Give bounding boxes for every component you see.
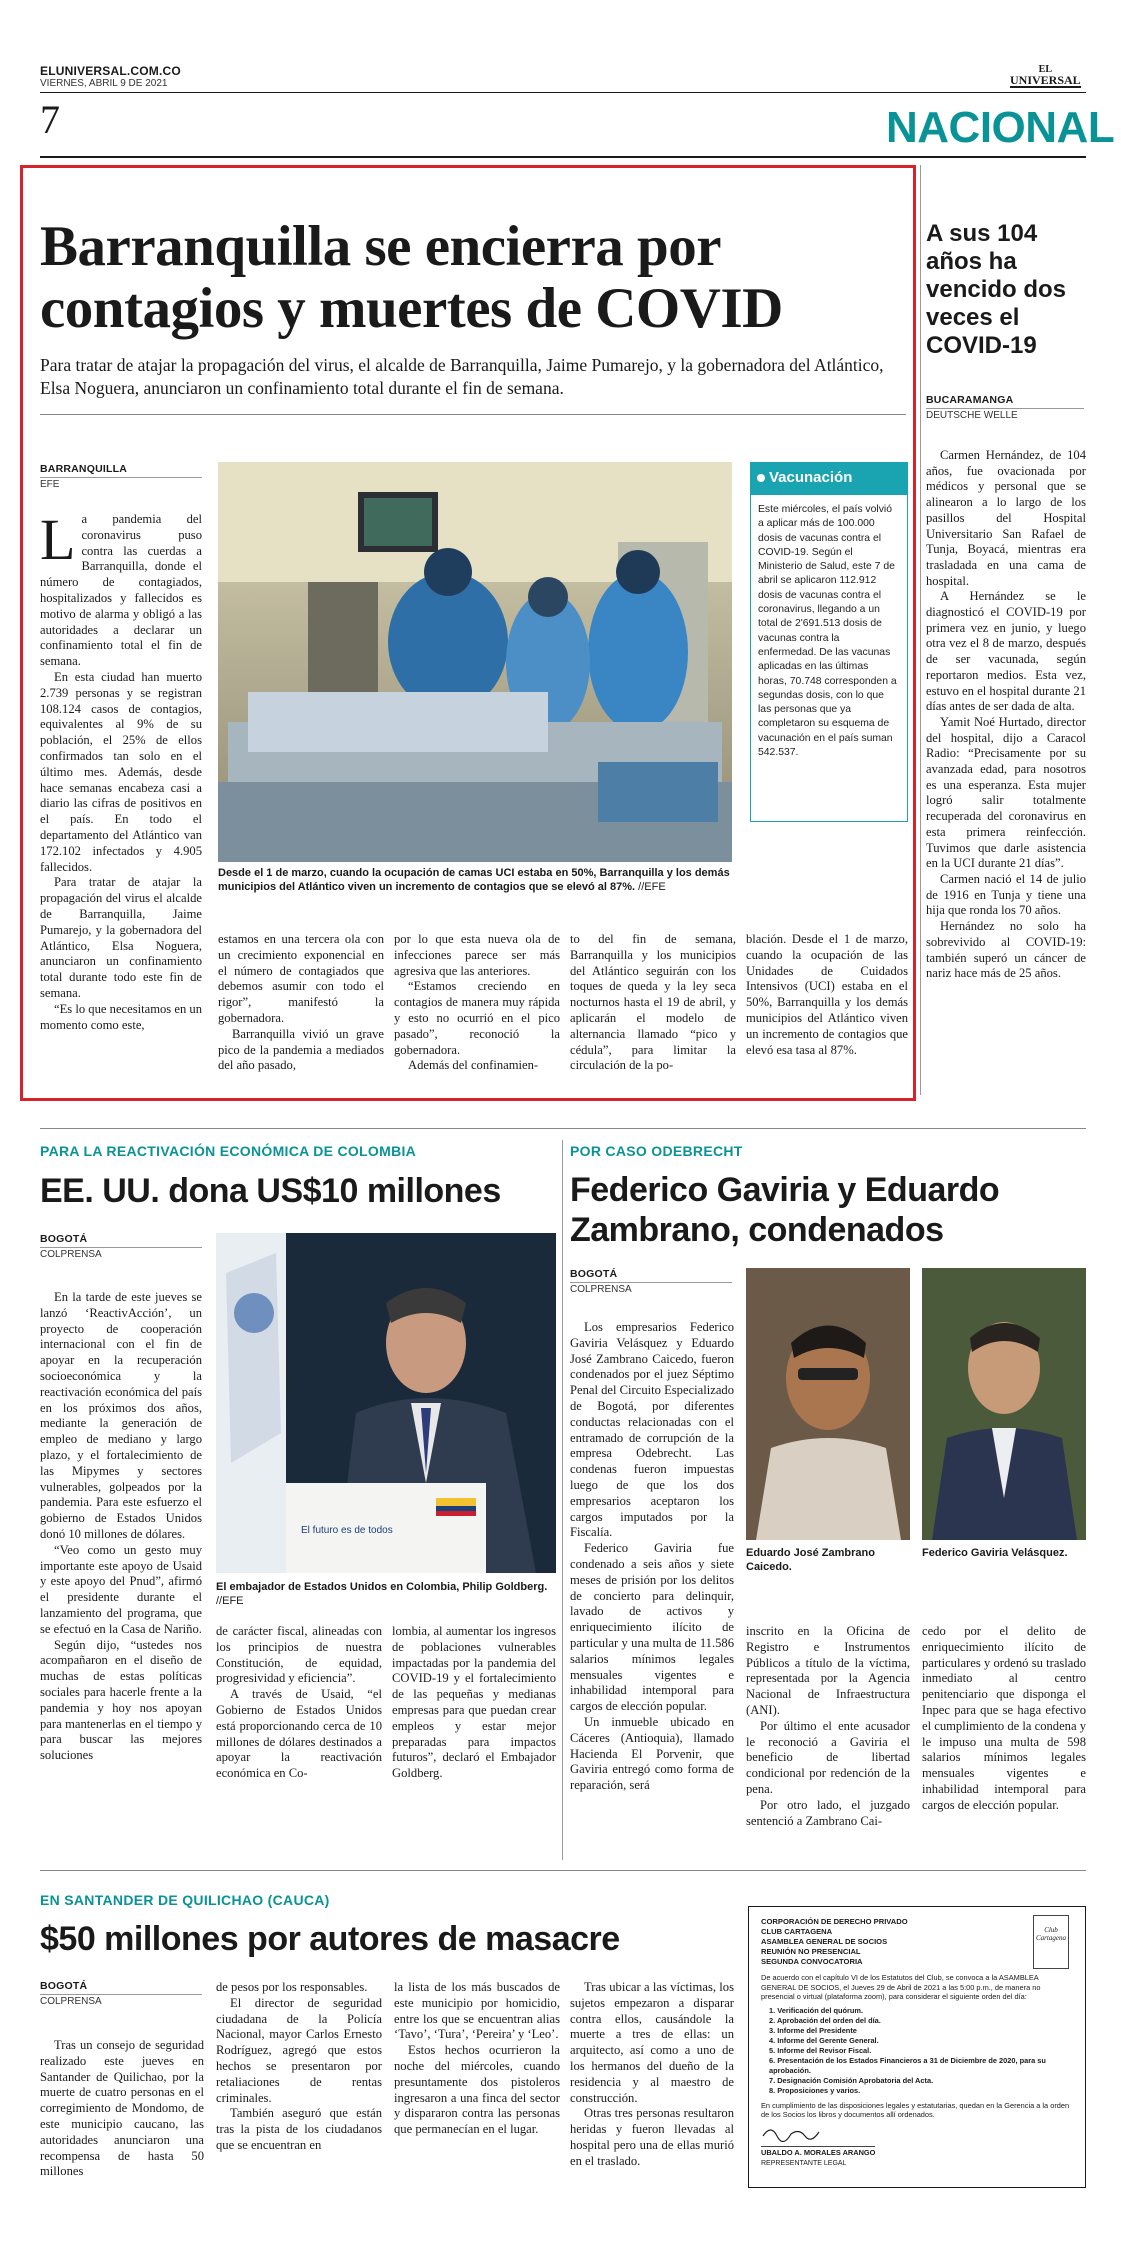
odebrecht-col1-p2: Federico Gaviria fue condenado a seis años y siete meses de prisión por los delitos de concierto para delinquir, lavado de activos y enriquecimiento ilícito de particular y una multa de 11.586 salarios mínimos legales mensuales vigentes e inhabilidad intemporal para cargos de elección popular. xyxy=(570,1541,734,1714)
usa-col1-p2: “Veo como un gesto muy importante este apoyo de Usaid y este apoyo del Pnud”, afirmó el presidente durante el lanzamiento del programa, que se efectuó en la Casa de Nariño. xyxy=(40,1542,202,1636)
masthead-rule xyxy=(40,92,1086,93)
site-url[interactable]: ELUNIVERSAL.COM.CO xyxy=(40,64,181,78)
side-headline: A sus 104 años ha vencido dos veces el COVID-19 xyxy=(926,220,1067,359)
usa-col1-p3: Según dijo, “ustedes nos acompañaron en el diseño de muchas de estas políticas sociales para hacerle frente a la pandemia y hoy nos apoyan para mantenerlas en el tiempo y para buscar las mejores soluciones xyxy=(40,1637,202,1763)
usa-byline xyxy=(40,1233,202,1260)
usa-col1-p1: En la tarde de este jueves se lanzó ‘ReactivAcción’, un proyecto de cooperación internacional con el fin de apoyar en la recuperación socioeconómica y la reactivación económica del país en los próximos dos años, mediante la generación de empleo de mediano y largo plazo, y el fortalecimiento de las Mipymes y sectores vulnerables, golpeados por la pandemia. Para este esfuerzo el gobierno de Estados Unidos donó 10 millones de dólares. xyxy=(40,1290,202,1541)
middle-section-rule xyxy=(40,1128,1086,1129)
side-column xyxy=(926,448,1086,982)
usa-headline: EE. UU. dona US$10 millones xyxy=(40,1172,501,1210)
usa-photo-caption-text: El embajador de Estados Unidos en Colombia, Philip Goldberg. xyxy=(216,1581,548,1593)
lead-col3-p2: “Estamos creciendo en contagios de manera muy rápida y esto no ocurrió en el pico pasado”, reconoció la gobernadora. xyxy=(394,979,560,1057)
usa-photo-credit: //EFE xyxy=(216,1595,244,1607)
section-title: NACIONAL xyxy=(886,103,1115,152)
logo-small: EL xyxy=(1038,64,1053,75)
side-byline xyxy=(926,394,1084,421)
usa-kicker: PARA LA REACTIVACIÓN ECONÓMICA DE COLOMBIA xyxy=(40,1143,417,1159)
cauca-headline: $50 millones por autores de masacre xyxy=(40,1920,620,1958)
cauca-col4-p2: Otras tres personas resultaron heridas y fueron llevadas al hospital pero una de ellas murió en el traslado. xyxy=(570,2106,734,2168)
club-notice xyxy=(748,1906,1086,2188)
cauca-col2-p3: También aseguró que están tras la pista de los ciudadanos que se encuentran en xyxy=(216,2106,382,2152)
usa-byline-source: COLPRENSA xyxy=(40,1247,202,1260)
usa-col3-p1: lombia, al aumentar los ingresos de poblaciones vulnerables impactadas por la pandemia del COVID-19 y el fortalecimiento de las pequeñas y medianas empresas para que puedan crear empleos y estar mejor preparadas para impactos futuros”, declaró el Embajador Goldberg. xyxy=(392,1624,556,1781)
newspaper-logo xyxy=(1010,64,1081,88)
notice-header-line-1: CORPORACIÓN DE DERECHO PRIVADO xyxy=(761,1917,908,1926)
agenda-item: 4. Informe del Gerente General. xyxy=(769,2035,879,2045)
lead-photo-icu xyxy=(218,462,732,862)
notice-header-line-4: REUNIÓN NO PRESENCIAL xyxy=(761,1947,861,1956)
lead-subhead-rule xyxy=(40,414,906,415)
lead-headline: Barranquilla se encierra por contagios y muertes de COVID xyxy=(40,215,783,340)
lead-col3-p3: Además del confinamien- xyxy=(408,1058,539,1073)
vaccination-box xyxy=(750,462,908,822)
photo-gaviria xyxy=(922,1268,1086,1540)
lead-byline-place: BARRANQUILLA xyxy=(40,463,127,475)
icu-scene-illustration xyxy=(218,462,732,862)
usa-column-2 xyxy=(216,1624,382,1782)
cauca-col3-p2: Estos hechos ocurrieron la noche del miércoles, cuando presuntamente dos pistoleros ingresaron a una finca del sector y dispararon contra las personas que permanecían en el lugar. xyxy=(394,2043,560,2137)
side-p3: Yamit Noé Hurtado, director del hospital, dijo a Caracol Radio: “Precisamente por su avanzada edad, para nosotros es una esperanza. Esta mujer logró salir totalmente recuperada del coronavirus en esta primera reinfección. Tuvimos que darle asistencia en la UCI durante 21 días”. xyxy=(926,714,1086,871)
odebrecht-byline xyxy=(570,1268,732,1295)
usa-byline-place: BOGOTÁ xyxy=(40,1233,88,1245)
ambassador-scene-illustration xyxy=(216,1233,556,1573)
caption-zambrano: Eduardo José Zambrano Caicedo. xyxy=(746,1547,875,1573)
agenda-item: 8. Proposiciones y varios. xyxy=(769,2085,861,2095)
cauca-byline xyxy=(40,1980,202,2007)
cauca-byline-place: BOGOTÁ xyxy=(40,1980,88,1992)
lead-col2-p2: Barranquilla vivió un grave pico de la pandemia a mediados del año pasado, xyxy=(218,1026,384,1073)
lead-byline-source: EFE xyxy=(40,477,202,490)
odebrecht-column-1 xyxy=(570,1320,734,1794)
side-column-divider xyxy=(920,165,921,1095)
cauca-col3-p1: la lista de los más buscados de este municipio por homicidio, entre los que se encuentran alias ‘Tavo’, ‘Tura’, ‘Pereira’ y ‘Leo’. xyxy=(394,1980,560,2042)
notice-header xyxy=(761,1917,1073,1967)
cauca-byline-source: COLPRENSA xyxy=(40,1994,202,2007)
bullet-dot-icon xyxy=(757,474,765,482)
lead-column-1 xyxy=(40,507,202,1033)
side-byline-place: BUCARAMANGA xyxy=(926,394,1014,406)
odebrecht-column-3 xyxy=(922,1624,1086,1814)
cauca-col1-p1: Tras un consejo de seguridad realizado este jueves en Santander de Quilichao, por la muerte de cuatro personas en el corregimiento de Mondomo, de este municipio caucano, las autoridades anunciaron una recompensa de hasta 50 millones xyxy=(40,2038,204,2179)
lead-col1-p4: “Es lo que necesitamos en un momento como este, xyxy=(40,1001,202,1032)
notice-intro: De acuerdo con el capítulo VI de los Estatutos del Club, se convoca a la ASAMBLEA GENERAL DE SOCIOS, el Jueves 29 de Abril de 2021 a las 5:00 p.m., de manera no presencial o virtual (plataforma zoom), para considerar el siguiente orden del día: xyxy=(761,1973,1041,2002)
lead-dropcap: L xyxy=(40,507,76,572)
odebrecht-byline-place: BOGOTÁ xyxy=(570,1268,618,1280)
lead-column-2 xyxy=(218,932,384,1074)
cauca-col2-p2: El director de seguridad ciudadana de la Policía Nacional, mayor Carlos Ernesto Rodríguez, agregó que estos hechos se presentaron por retaliaciones de rentas criminales. xyxy=(216,1995,382,2105)
lead-col1-p2: En esta ciudad han muerto 2.739 personas y se registran 108.124 casos de contagios, equivalentes al 9% de su población, el 25% de ellos confirmados tan solo en el último mes. Además, desde hace semanas encabeza casi a diario las cifras de positivos en el país. En todo el departamento del Atlántico van 172.102 infectados y 4.905 fallecidos. xyxy=(40,669,202,874)
cauca-col4-p1: Tras ubicar a las víctimas, los sujetos empezaron a disparar contra ellos, causándole la muerte a tres de ellas: un arquitecto, así como a uno de los hermanos del dueño de la residencia y al maestro de construcción. xyxy=(570,1980,734,2105)
side-byline-source: DEUTSCHE WELLE xyxy=(926,408,1084,421)
photo-zambrano xyxy=(746,1268,910,1540)
odebrecht-col2-p3: Por otro lado, el juzgado sentenció a Zambrano Cai- xyxy=(746,1797,910,1828)
cauca-kicker: EN SANTANDER DE QUILICHAO (CAUCA) xyxy=(40,1892,330,1908)
notice-header-line-2: CLUB CARTAGENA xyxy=(761,1927,833,1936)
zambrano-portrait-illustration xyxy=(746,1268,910,1540)
usa-column-1 xyxy=(40,1290,202,1764)
notice-signer-title: REPRESENTANTE LEGAL xyxy=(761,2159,847,2167)
lead-photo-caption-text: Desde el 1 de marzo, cuando la ocupación de camas UCI estaba en 50%, Barranquilla y los demás municipios del Atlántico viven un incremento de contagios que se elevó al 87%. xyxy=(218,867,730,893)
lead-byline xyxy=(40,463,202,490)
odebrecht-kicker: POR CASO ODEBRECHT xyxy=(570,1143,743,1159)
lead-col3-p1: por lo que esta nueva ola de infecciones parece ser más agresiva que las anteriores. xyxy=(394,932,560,978)
lead-col1-p3: Para tratar de atajar la propagación del virus el alcalde de Barranquilla, Jaime Pumarejo, y la gobernadora del Atlántico, Elsa Noguera, anunciaron un confinamiento total durante todo este fin de semana. xyxy=(40,875,202,1000)
cauca-column-2 xyxy=(216,1980,382,2154)
odebrecht-col3-p1: cedo por el delito de enriquecimiento ilícito de particulares y ordenó su traslado inmediato al centro penitenciario que disponga el Inpec para que se haga efectivo el cumplimiento de la condena y le impuso una multa de 598 salarios mínimos legales mensuales vigentes e inhabilidad intemporal para cargos de elección popular. xyxy=(922,1624,1087,1812)
issue-date: VIERNES, ABRIL 9 DE 2021 xyxy=(40,78,168,89)
club-logo-text: Club Cartagena xyxy=(1036,1926,1066,1942)
lead-column-5 xyxy=(746,932,908,1058)
odebrecht-divider xyxy=(562,1140,563,1860)
odebrecht-column-2 xyxy=(746,1624,910,1829)
side-p4: Carmen nació el 14 de julio de 1916 en Tunja y tiene una hija que ronda los 70 años. xyxy=(926,871,1086,918)
notice-header-line-3: ASAMBLEA GENERAL DE SOCIOS xyxy=(761,1937,888,1946)
lead-col1-p1: a pandemia del coronavirus puso contra las cuerdas a Barranquilla, donde el número de contagiados, hospitalizados y fallecidos es motivo de alarma y obligó a las autoridades a declarar un confinamiento total el fin de semana. xyxy=(40,512,202,669)
usa-column-3 xyxy=(392,1624,556,1782)
section-rule xyxy=(40,156,1086,158)
odebrecht-col1-p3: Un inmueble ubicado en Cáceres (Antioquia), llamado Hacienda El Porvenir, que Gaviria entregó como forma de reparación, será xyxy=(570,1714,734,1793)
vaccination-box-title: Vacunación xyxy=(769,469,853,486)
podium-text: El futuro es de todos xyxy=(301,1525,393,1536)
agenda-item: 3. Informe del Presidente xyxy=(769,2025,857,2035)
agenda-item: 5. Informe del Revisor Fiscal. xyxy=(769,2045,872,2055)
lead-col4-p1: to del fin de semana, Barranquilla y los municipios del Atlántico seguirán con los toques de queda y la ley seca nocturnos hasta el 19 de abril, y aplicarán el modelo de alternancia llamado “pico y cédula”, para limitar la circulación de la po- xyxy=(570,932,736,1073)
page-number: 7 xyxy=(40,97,60,142)
lead-photo-caption xyxy=(218,866,732,894)
lead-col2-p1: estamos en una tercera ola con un crecimiento exponencial en el número de contagiados que debemos asumir con todo el rigor”, manifestó la gobernadora. xyxy=(218,932,384,1025)
signature-icon xyxy=(761,2124,821,2142)
agenda-item: 7. Designación Comisión Aprobatoria del Acta. xyxy=(769,2075,934,2085)
bottom-section-rule xyxy=(40,1870,1086,1871)
agenda-item: 6. Presentación de los Estados Financieros a 31 de Diciembre de 2020, para su aprobación. xyxy=(769,2055,1046,2075)
usa-photo-ambassador xyxy=(216,1233,556,1573)
usa-photo-caption xyxy=(216,1580,556,1608)
cauca-column-4 xyxy=(570,1980,734,2170)
odebrecht-col2-p2: Por último el ente acusador le reconoció a Gaviria el beneficio de libertad condicional por redención de la pena. xyxy=(746,1718,910,1796)
odebrecht-byline-source: COLPRENSA xyxy=(570,1282,732,1295)
odebrecht-col2-p1: inscrito en la Oficina de Registro e Instrumentos Públicos a título de la víctima, representada por la Agencia Nacional de Infraestructura (ANI). xyxy=(746,1624,910,1717)
caption-gaviria: Federico Gaviria Velásquez. xyxy=(922,1547,1068,1559)
agenda-item: 1. Verificación del quórum. xyxy=(769,2005,864,2015)
logo-big: UNIVERSAL xyxy=(1010,73,1081,87)
usa-col2-p1: de carácter fiscal, alineadas con los principios de nuestra Constitución, de equidad, progresividad y eficiencia”. xyxy=(216,1624,382,1686)
cauca-col2-p1: de pesos por los responsables. xyxy=(216,1980,368,1994)
lead-column-3 xyxy=(394,932,560,1074)
vaccination-box-text: Este miércoles, el país volvió a aplicar más de 100.000 dosis de vacunas contra el COVID-19. Según el Ministerio de Salud, este 7 de abril se aplicaron 112.912 dosis de vacunas contra el coronavirus, llegando a un total de 2'691.513 dosis de vacunas contra la enfermedad. De las vacunas aplicadas en las últimas horas, 70.748 corresponden a segundas dosis, con lo que las personas que ya completaron su esquema de vacunación en el país suman 542.537. xyxy=(758,504,897,759)
side-p5: Hernández no solo ha sobrevivido al COVID-19: también superó un cáncer de nariz hace más de 25 años. xyxy=(926,919,1086,981)
odebrecht-headline: Federico Gaviria y Eduardo Zambrano, condenados xyxy=(570,1171,1000,1249)
notice-signer: UBALDO A. MORALES ARANGO xyxy=(761,2147,876,2157)
lead-column-4 xyxy=(570,932,736,1074)
notice-header-line-5: SEGUNDA CONVOCATORIA xyxy=(761,1957,863,1966)
side-p2: A Hernández se le diagnosticó el COVID-19 por primera vez en junio, y luego otra vez el 8 de marzo, después de ser vacunada, según reportaron medios. Esta vez, estuvo en el hospital durante 21 días antes de ser dada de alta. xyxy=(926,589,1086,714)
odebrecht-col1-p1: Los empresarios Federico Gaviria Velásquez y Eduardo José Zambrano Caicedo, fueron condenados por el juez Séptimo Penal del Circuito Especializado de Bogotá, por diferentes conductas relacionadas con el entramado de corrupción de la empresa Odebrecht. Las condenas fueron impuestas luego de que los dos empresarios aceptaron los cargos imputados por la Fiscalía. xyxy=(570,1320,735,1540)
lead-subhead: Para tratar de atajar la propagación del virus, el alcalde de Barranquilla, Jaime Pumarejo, y la gobernadora del Atlántico, Elsa Noguera, anunciaron un confinamiento total durante el fin de semana. xyxy=(40,355,884,398)
usa-col2-p2: A través de Usaid, “el Gobierno de Estados Unidos está proporcionando cerca de 10 millones de dólares destinados a apoyar la reactivación económica en Co- xyxy=(216,1687,382,1781)
cauca-column-3 xyxy=(394,1980,560,2138)
club-logo xyxy=(1033,1915,1069,1969)
side-p1: Carmen Hernández, de 104 años, fue ovacionada por médicos y personal que se alinearon a lo largo de los pasillos del Hospital Universitario San Rafael de Tunja, Boyacá, mientras era trasladada en una cama de hospital. xyxy=(926,448,1086,588)
lead-photo-credit: //EFE xyxy=(635,881,666,893)
gaviria-portrait-illustration xyxy=(922,1268,1086,1540)
vaccination-box-header xyxy=(751,463,907,495)
cauca-column-1 xyxy=(40,2038,204,2180)
lead-col5-p1: blación. Desde el 1 de marzo, cuando la ocupación de las Unidades de Cuidados Intensivos (UCI) estaba en el 50%, Barranquilla y los demás municipios del Atlántico viven un incremento de contagios que elevó esa tasa al 87%. xyxy=(746,932,908,1057)
agenda-item: 2. Aprobación del orden del día. xyxy=(769,2015,881,2025)
notice-footer: En cumplimiento de las disposiciones legales y estatutarias, quedan en la Gerencia a la orden de los Socios los libros y documentos allí ordenados. xyxy=(761,2100,1070,2120)
notice-agenda xyxy=(761,2006,1073,2096)
